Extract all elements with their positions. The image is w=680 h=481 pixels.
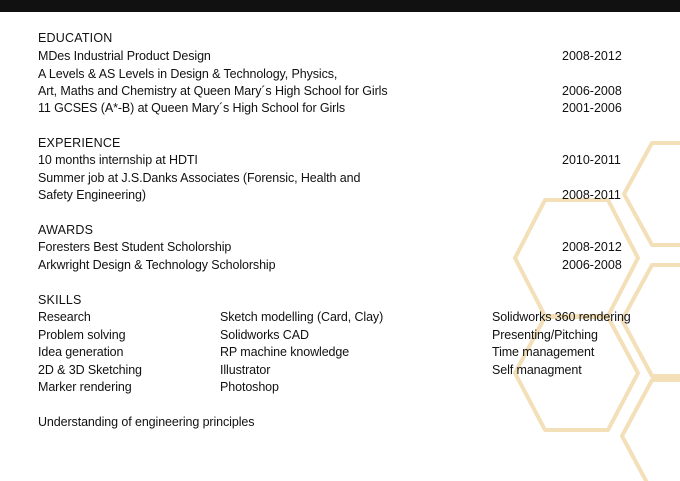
top-rule (0, 0, 680, 12)
hexagon-shape (624, 143, 680, 245)
skill-item: Idea generation (38, 345, 124, 359)
hexagon-shape (622, 380, 680, 481)
skill-footer-engineering: Understanding of engineering principles (38, 415, 255, 429)
skill-item: Problem solving (38, 328, 126, 342)
awards-entry-1-years: 2008-2012 (562, 240, 622, 254)
skill-item: Time management (492, 345, 595, 359)
section-heading-education: EDUCATION (38, 31, 113, 45)
education-entry-2-years: 2006-2008 (562, 84, 622, 98)
skill-item: Presenting/Pitching (492, 328, 598, 342)
experience-entry-2-years: 2008-2011 (562, 188, 621, 202)
skill-item: Self managment (492, 363, 582, 377)
skill-item: Solidworks 360 rendering (492, 310, 631, 324)
experience-entry-2-line-2: Safety Engineering) (38, 188, 146, 202)
section-heading-experience: EXPERIENCE (38, 136, 121, 150)
skill-item: Solidworks CAD (220, 328, 309, 342)
education-entry-3: 11 GCSES (A*-B) at Queen Mary´s High School for Girls (38, 101, 346, 115)
experience-entry-1: 10 months internship at HDTI (38, 153, 198, 167)
skill-item: Marker rendering (38, 380, 132, 394)
skill-item: RP machine knowledge (220, 345, 350, 359)
skill-item: Photoshop (220, 380, 279, 394)
skill-item: Sketch modelling (Card, Clay) (220, 310, 384, 324)
skill-item: 2D & 3D Sketching (38, 363, 142, 377)
education-entry-2-line-2: Art, Maths and Chemistry at Queen Mary´s High School for Girls (38, 84, 388, 98)
education-entry-3-years: 2001-2006 (562, 101, 622, 115)
skill-item: Research (38, 310, 91, 324)
section-heading-awards: AWARDS (38, 223, 94, 237)
section-heading-skills: SKILLS (38, 293, 82, 307)
experience-entry-2-line-1: Summer job at J.S.Danks Associates (Forensic, Health and (38, 171, 361, 185)
skill-item: Illustrator (220, 363, 271, 377)
awards-entry-2-years: 2006-2008 (562, 258, 622, 272)
education-entry-1: MDes Industrial Product Design (38, 49, 211, 63)
education-entry-1-years: 2008-2012 (562, 49, 622, 63)
education-entry-2-line-1: A Levels & AS Levels in Design & Technology, Physics, (38, 67, 338, 81)
experience-entry-1-years: 2010-2011 (562, 153, 621, 167)
awards-entry-1: Foresters Best Student Scholorship (38, 240, 232, 254)
awards-entry-2: Arkwright Design & Technology Scholorship (38, 258, 276, 272)
